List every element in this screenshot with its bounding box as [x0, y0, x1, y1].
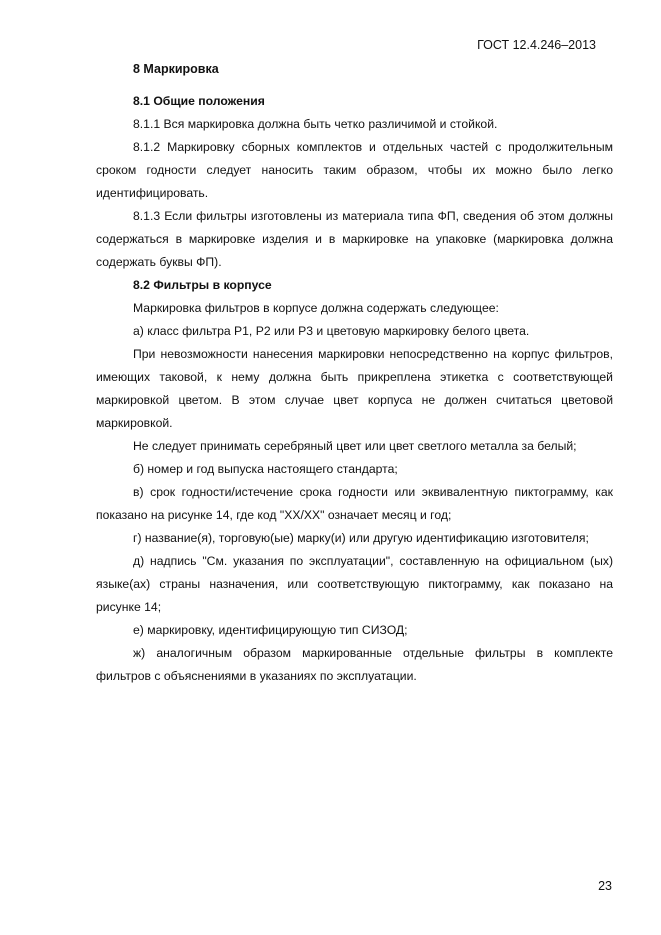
paragraph-8-1-2: 8.1.2 Маркировку сборных комплектов и отдельных частей с продолжительным сроком годности следует наносить таким образом, чтобы их можно было легко идентифицировать. [96, 140, 613, 200]
document-header: ГОСТ 12.4.246–2013 [477, 38, 596, 52]
list-item-b: б) номер и год выпуска настоящего стандарта; [133, 462, 398, 476]
paragraph-8-1-3: 8.1.3 Если фильтры изготовлены из материала типа ФП, сведения об этом должны содержаться в маркировке изделия и в маркировке на упаковке (маркировка должна содержать буквы ФП). [96, 209, 613, 269]
list-item-zh: ж) аналогичным образом маркированные отдельные фильтры в комплекте фильтров с объяснениями в указаниях по эксплуатации. [96, 646, 613, 683]
paragraph-8-1-1: 8.1.1 Вся маркировка должна быть четко различимой и стойкой. [133, 117, 498, 131]
subsection-heading-8-1: 8.1 Общие положения [133, 94, 265, 108]
list-item-e: е) маркировку, идентифицирующую тип СИЗОД; [133, 623, 408, 637]
list-item-g: г) название(я), торговую(ые) марку(и) или другую идентификацию изготовителя; [133, 531, 589, 545]
section-heading: 8 Маркировка [133, 62, 219, 76]
paragraph-color-note: Не следует принимать серебряный цвет или цвет светлого металла за белый; [133, 439, 577, 453]
list-item-a: а) класс фильтра Р1, Р2 или Р3 и цветовую маркировку белого цвета. [133, 324, 530, 338]
paragraph-label-note: При невозможности нанесения маркировки непосредственно на корпус фильтров, имеющих таковой, к нему должна быть прикреплена этикетка с соответствующей маркировкой цветом. В этом случае цвет корпуса не должен считаться цветовой маркировкой. [96, 347, 613, 430]
paragraph-intro: Маркировка фильтров в корпусе должна содержать следующее: [133, 301, 499, 315]
list-item-d: д) надпись "См. указания по эксплуатации", составленную на официальном (ых) языке(ах) страны назначения, или соответствующую пиктограмму, как показано на рисунке 14; [96, 554, 613, 614]
subsection-heading-8-2: 8.2 Фильтры в корпусе [133, 278, 272, 292]
document-content [96, 58, 613, 688]
list-item-v: в) срок годности/истечение срока годности или эквивалентную пиктограмму, как показано на рисунке 14, где код "XX/XX" означает месяц и год; [96, 485, 613, 522]
page-number: 23 [598, 879, 612, 893]
